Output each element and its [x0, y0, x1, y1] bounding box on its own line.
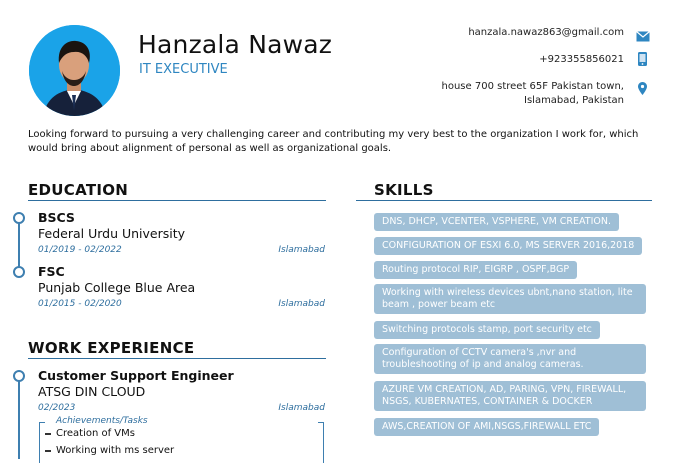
- location-pin-icon: [638, 80, 647, 99]
- phone-icon: [638, 51, 647, 70]
- education-dates: 01/2019 - 02/2022: [38, 245, 122, 255]
- timeline-dot: [13, 266, 25, 278]
- job-title: IT EXECUTIVE: [139, 62, 228, 77]
- skill-tag: AZURE VM CREATION, AD, PARING, VPN, FIREWALL, NSGS, KUBERNATES, CONTAINER & DOCKER: [374, 381, 646, 411]
- timeline-dot: [13, 212, 25, 224]
- achievements-label: Achievements/Tasks: [56, 416, 148, 426]
- mail-icon: [636, 27, 650, 46]
- work-divider: [28, 358, 326, 359]
- address-line1: house 700 street 65F Pakistan town,: [441, 81, 624, 92]
- profile-photo: [29, 25, 120, 116]
- education-institution: Punjab College Blue Area: [38, 280, 196, 295]
- summary-text: Looking forward to pursuing a very challenging career and contributing my very best to the organization I work for, which would bring about alignment of personal as well as organizational goals.: [28, 129, 639, 154]
- education-divider: [28, 200, 326, 201]
- work-timeline: [18, 377, 20, 459]
- education-location: Islamabad: [278, 245, 325, 255]
- achievements-bracket-left: [39, 422, 45, 463]
- skill-tag: Configuration of CCTV camera's ,nvr and troubleshooting of ip and analog cameras.: [374, 344, 646, 374]
- skills-heading: SKILLS: [374, 181, 434, 199]
- email-text[interactable]: hanzala.nawaz863@gmail.com: [468, 27, 624, 38]
- work-location: Islamabad: [278, 403, 325, 413]
- education-degree: FSC: [38, 264, 65, 279]
- education-institution: Federal Urdu University: [38, 226, 186, 241]
- skills-divider: [356, 200, 652, 201]
- education-dates: 01/2015 - 02/2020: [38, 299, 122, 309]
- education-heading: EDUCATION: [28, 181, 129, 199]
- achievements-bracket-right: [318, 422, 324, 463]
- skill-tag: Switching protocols stamp, port security etc: [374, 321, 600, 339]
- candidate-name: Hanzala Nawaz: [138, 30, 333, 59]
- education-location: Islamabad: [278, 299, 325, 309]
- work-company: ATSG DIN CLOUD: [38, 384, 146, 399]
- phone-text[interactable]: +923355856021: [539, 54, 624, 65]
- timeline-dot: [13, 370, 25, 382]
- education-degree: BSCS: [38, 210, 75, 225]
- address-line2: Islamabad, Pakistan: [524, 95, 624, 106]
- work-role: Customer Support Engineer: [38, 368, 234, 383]
- skill-tag: DNS, DHCP, VCENTER, VSPHERE, VM CREATION.: [374, 213, 619, 231]
- avatar: [29, 25, 120, 116]
- task-item: Working with ms server: [56, 445, 175, 456]
- education-timeline: [18, 219, 20, 271]
- skill-tag: Routing protocol RIP, EIGRP , OSPF,BGP: [374, 261, 577, 279]
- skill-tag: CONFIGURATION OF ESXI 6.0, MS SERVER 2016,2018: [374, 237, 642, 255]
- work-dates: 02/2023: [38, 403, 76, 413]
- skill-tag: Working with wireless devices ubnt,nano station, lite beam , power beam etc: [374, 284, 646, 314]
- work-heading: WORK EXPERIENCE: [28, 339, 195, 357]
- task-item: Creation of VMs: [56, 428, 135, 439]
- skill-tag: AWS,CREATION OF AMI,NSGS,FIREWALL ETC: [374, 418, 599, 436]
- bullet-dash: [45, 450, 51, 452]
- bullet-dash: [45, 433, 51, 435]
